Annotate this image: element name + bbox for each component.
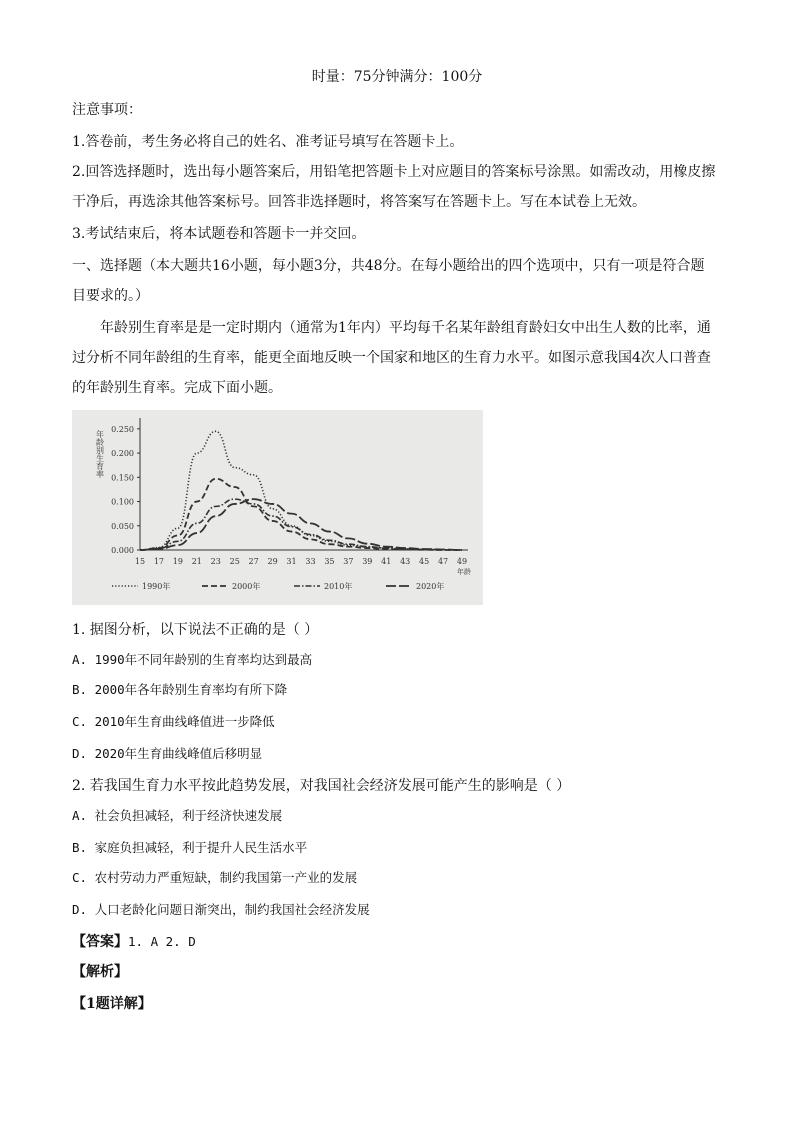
x-tick-label: 25 [229,557,240,566]
answer-line [72,932,196,952]
x-tick-label: 35 [324,557,335,566]
q1-option-c: C. 2010年生育曲线峰值进一步降低 [72,714,275,729]
x-tick-label: 47 [437,557,449,566]
legend-label: 2000年 [232,582,261,591]
x-tick-label: 37 [343,557,354,566]
q2-option-d: D. 人口老龄化问题日渐突出，制约我国社会经济发展 [72,902,370,917]
series-line-1990年 [140,431,462,550]
x-tick-label: 23 [210,557,221,566]
section-heading: 一、选择题（本大题共16小题，每小题3分，共48分。在每小题给出的四个选项中，只有一项是符合题 [72,258,705,274]
y-tick-label: 0.100 [111,497,134,507]
x-tick-label: 15 [134,557,146,566]
q2-option-a: A. 社会负担减轻，利于经济快速发展 [72,808,283,823]
fertility-chart-svg [72,410,483,605]
x-tick-label: 49 [456,557,468,566]
intro-paragraph-2: 过分析不同年龄组的生育率，能更全面地反映一个国家和地区的生育力水平。如图示意我国4次人口普查 [72,350,711,366]
q1-option-a: A. 1990年不同年龄别的生育率均达到最高 [72,652,313,667]
note-1: 1.答卷前，考生务必将自己的姓名、准考证号填写在答题卡上。 [72,134,464,150]
exam-header: 时量：75分钟满分：100分 [311,69,483,85]
x-tick-label: 21 [191,557,202,566]
x-axis-label: 年龄 [457,568,471,576]
intro-paragraph-1: 年龄别生育率是是一定时期内（通常为1年内）平均每千名某年龄组育龄妇女中出生人数的比率，通 [100,320,711,336]
note-2-cont: 干净后，再选涂其他答案标号。回答非选择题时，将答案写在答题卡上。写在本试卷上无效。 [72,194,646,210]
legend-label: 2010年 [324,582,353,591]
answer-text: 1. A 2. D [128,934,196,949]
series-line-2000年 [140,479,462,550]
section-heading-cont: 目要求的。） [72,288,149,304]
y-tick-label: 0.250 [111,424,134,434]
q1-option-b: B. 2000年各年龄别生育率均有所下降 [72,682,288,697]
y-tick-label: 0.000 [111,546,134,555]
fertility-chart [72,410,483,605]
legend-label: 2020年 [416,582,445,591]
y-tick-label: 0.150 [111,473,134,483]
y-tick-label: 0.200 [111,449,134,459]
x-tick-label: 45 [419,557,430,566]
answer-label: 【答案】 [72,934,128,950]
y-axis-label: 年龄别生育率 [95,430,105,478]
x-tick-label: 39 [362,557,373,566]
q2-option-b: B. 家庭负担减轻，利于提升人民生活水平 [72,840,308,855]
legend-label: 1990年 [142,582,171,591]
q1-option-d: D. 2020年生育曲线峰值后移明显 [72,746,263,761]
x-tick-label: 27 [248,557,259,566]
series-line-2020年 [140,499,462,550]
series-line-2010年 [140,499,462,550]
q1-stem: 1. 据图分析，以下说法不正确的是（ ） [72,622,319,638]
notes-title: 注意事项： [72,102,142,118]
analysis-label: 【解析】 [72,964,128,980]
y-tick-label: 0.050 [111,521,134,531]
note-3: 3.考试结束后，将本试题卷和答题卡一并交回。 [72,226,366,242]
intro-paragraph-3: 的年龄别生育率。完成下面小题。 [72,380,282,396]
x-tick-label: 31 [286,557,297,566]
x-tick-label: 17 [153,557,165,566]
detail-label: 【1题详解】 [72,996,152,1012]
x-tick-label: 43 [400,557,411,566]
x-tick-label: 29 [267,557,278,566]
q2-option-c: C. 农村劳动力严重短缺，制约我国第一产业的发展 [72,870,358,885]
x-tick-label: 41 [381,557,392,566]
q2-stem: 2. 若我国生育力水平按此趋势发展，对我国社会经济发展可能产生的影响是（ ） [72,778,571,794]
note-2: 2.回答选择题时，选出每小题答案后，用铅笔把答题卡上对应题目的答案标号涂黑。如需改动，用橡皮擦 [72,164,716,180]
x-tick-label: 19 [172,557,183,566]
x-tick-label: 33 [305,557,316,566]
